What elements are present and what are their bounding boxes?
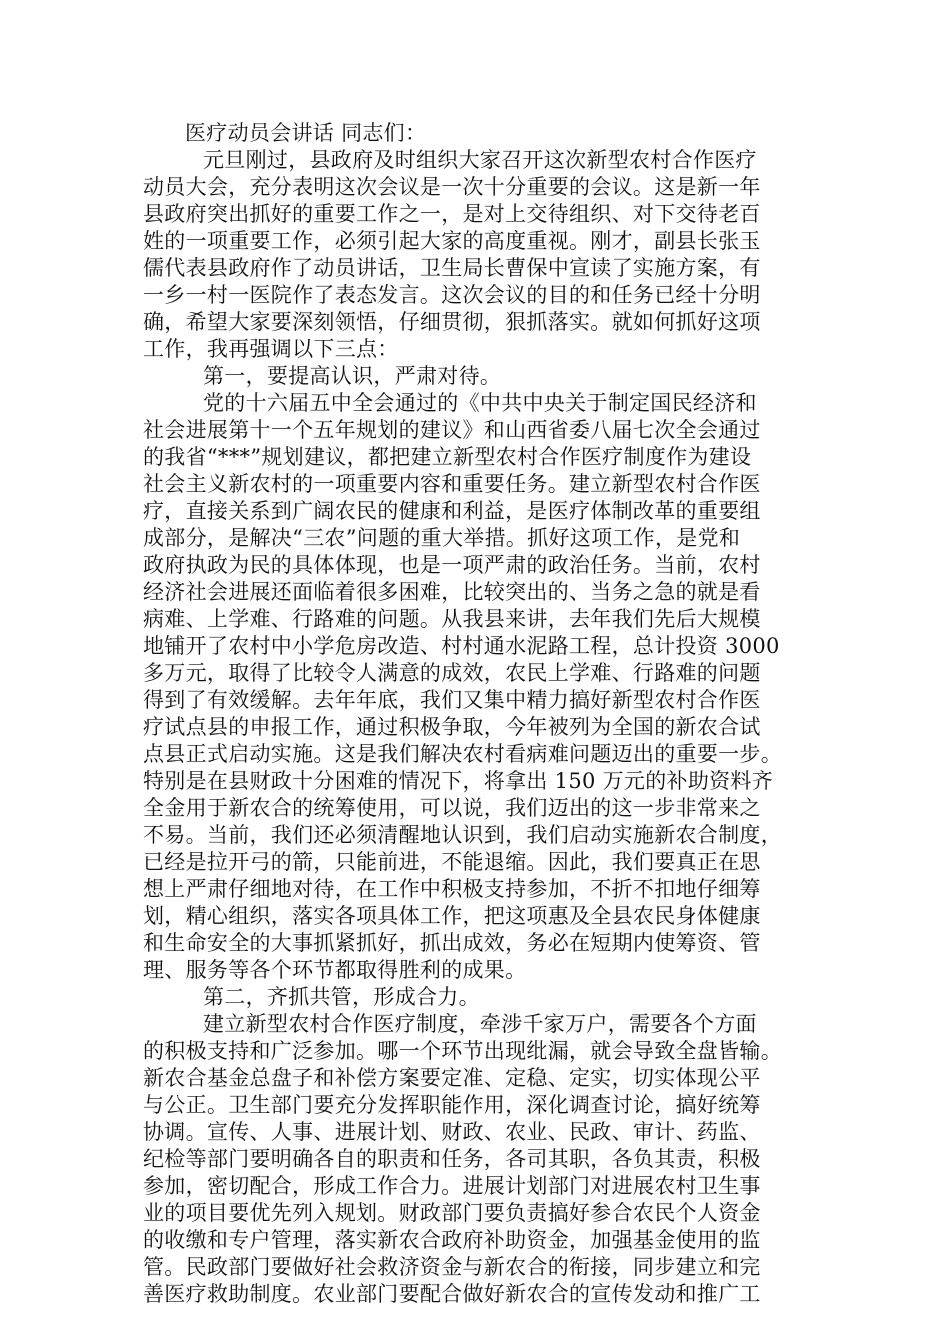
text-line: 政府执政为民的具体体现，也是一项严肃的政治任务。当前，农村 [143, 553, 761, 577]
text-line: 多万元，取得了比较令人满意的成效，农民上学难、行路难的问题 [143, 661, 761, 685]
text-line: 经济社会进展还面临着很多困难，比较突出的、当务之急的就是看 [143, 580, 761, 604]
text-line: 的积极支持和广泛参加。哪一个环节出现纰漏，就会导致全盘皆输。 [143, 1039, 782, 1063]
text-line: 社会进展第十一个五年规划的建议》和山西省委八届七次全会通过 [143, 418, 761, 442]
text-line: 与公正。卫生部门要充分发挥职能作用，深化调查讨论，搞好统筹 [143, 1093, 761, 1117]
text-line: 点县正式启动实施。这是我们解决农村看病难问题迈出的重要一步。 [143, 742, 782, 766]
text-line: 确，希望大家要深刻领悟，仔细贯彻，狠抓落实。就如何抓好这项 [143, 310, 761, 334]
text-line: 疗，直接关系到广阔农民的健康和利益，是医疗体制改革的重要组 [143, 499, 761, 523]
text-line: 全金用于新农合的统筹使用，可以说，我们迈出的这一步非常来之 [143, 796, 761, 820]
text-line: 党的十六届五中全会通过的《中共中央关于制定国民经济和 [203, 391, 757, 415]
text-line: 成部分，是解决“三农”问题的重大举措。抓好这项工作，是党和 [143, 526, 741, 550]
text-line: 想上严肃仔细地对待，在工作中积极支持参加，不折不扣地仔细筹 [143, 877, 761, 901]
text-line: 新农合基金总盘子和补偿方案要定准、定稳、定实，切实体现公平 [143, 1066, 761, 1090]
text-line: 得到了有效缓解。去年年底，我们又集中精力搞好新型农村合作医 [143, 688, 761, 712]
text-line: 一乡一村一医院作了表态发言。这次会议的目的和任务已经十分明 [143, 283, 761, 307]
text-line: 元旦刚过，县政府及时组织大家召开这次新型农村合作医疗 [203, 148, 757, 172]
text-line: 动员大会，充分表明这次会议是一次十分重要的会议。这是新一年 [143, 175, 761, 199]
text-line: 医疗动员会讲话 同志们： [185, 121, 427, 145]
document-body [143, 120, 823, 1308]
text-line: 姓的一项重要工作，必须引起大家的高度重视。刚才，副县长张玉 [143, 229, 761, 253]
text-line: 社会主义新农村的一项重要内容和重要任务。建立新型农村合作医 [143, 472, 761, 496]
text-line: 工作，我再强调以下三点： [143, 337, 399, 361]
text-line: 和生命安全的大事抓紧抓好，抓出成效，务必在短期内使筹资、管 [143, 931, 761, 955]
text-line: 特别是在县财政十分困难的情况下，将拿出 150 万元的补助资料齐 [143, 769, 774, 793]
text-line: 参加，密切配合，形成工作合力。进展计划部门对进展农村卫生事 [143, 1174, 761, 1198]
text-line: 的收缴和专户管理，落实新农合政府补助资金，加强基金使用的监 [143, 1228, 761, 1252]
text-line: 建立新型农村合作医疗制度，牵涉千家万户，需要各个方面 [203, 1012, 757, 1036]
text-line: 地铺开了农村中小学危房改造、村村通水泥路工程，总计投资 3000 [143, 634, 780, 658]
text-line: 第一，要提高认识，严肃对待。 [203, 364, 502, 388]
text-line: 划，精心组织，落实各项具体工作，把这项惠及全县农民身体健康 [143, 904, 761, 928]
text-line: 疗试点县的申报工作，通过积极争取，今年被列为全国的新农合试 [143, 715, 761, 739]
text-line: 第二，齐抓共管，形成合力。 [203, 985, 480, 1009]
text-line: 协调。宣传、人事、进展计划、财政、农业、民政、审计、药监、 [143, 1120, 761, 1144]
text-line: 业的项目要优先列入规划。财政部门要负责搞好参合农民个人资金 [143, 1201, 761, 1225]
text-line: 儒代表县政府作了动员讲话，卫生局长曹保中宣读了实施方案，有 [143, 256, 761, 280]
text-line: 纪检等部门要明确各自的职责和任务，各司其职，各负其责，积极 [143, 1147, 761, 1171]
text-line: 理、服务等各个环节都取得胜利的成果。 [143, 958, 527, 982]
text-line: 病难、上学难、行路难的问题。从我县来讲，去年我们先后大规模 [143, 607, 761, 631]
text-line: 不易。当前，我们还必须清醒地认识到，我们启动实施新农合制度， [143, 823, 782, 847]
text-line: 管。民政部门要做好社会救济资金与新农合的衔接，同步建立和完 [143, 1255, 761, 1279]
text-line: 善医疗救助制度。农业部门要配合做好新农合的宣传发动和推广工 [143, 1282, 761, 1306]
text-line: 的我省“***”规划建议，都把建立新型农村合作医疗制度作为建设 [143, 445, 752, 469]
text-line: 已经是拉开弓的箭，只能前进，不能退缩。因此，我们要真正在思 [143, 850, 761, 874]
text-line: 县政府突出抓好的重要工作之一，是对上交待组织、对下交待老百 [143, 202, 761, 226]
